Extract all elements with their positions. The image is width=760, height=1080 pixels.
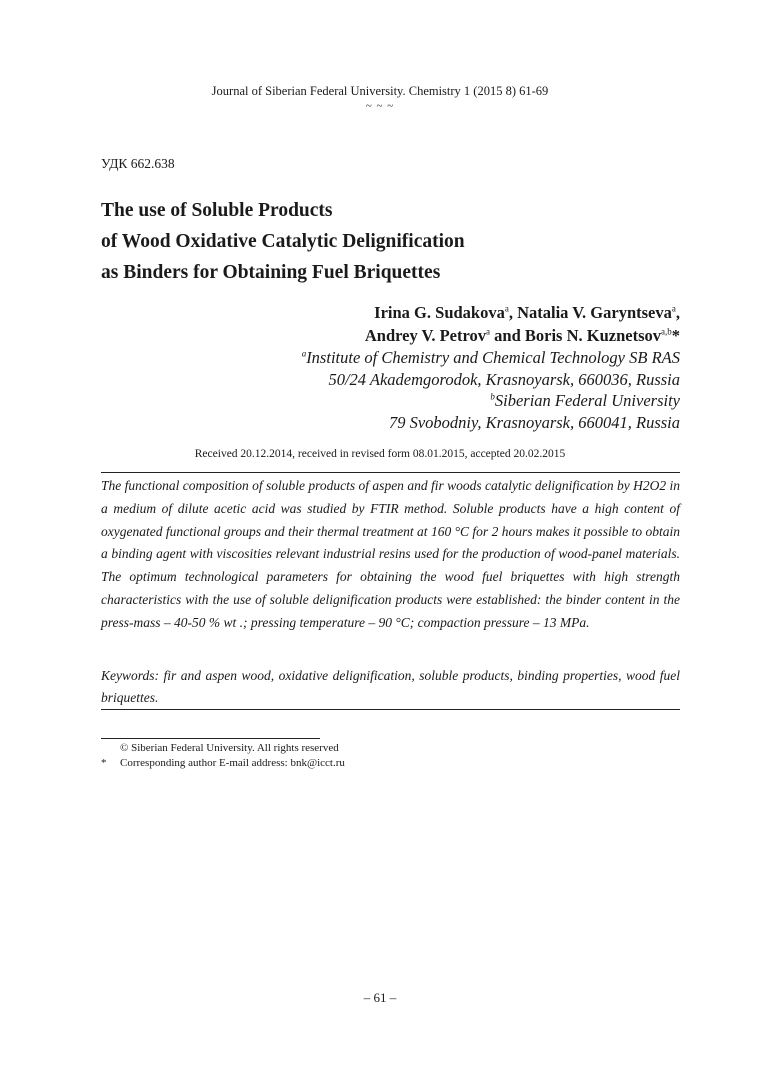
author-separator: , xyxy=(508,303,518,322)
abstract-text: The functional composition of soluble products of aspen and fir woods catalytic delignification by H2O2 in a medium of dilute acetic acid was studied by FTIR method. Soluble products have a high content of oxygenated functional groups and their thermal treatment at 160 °C for 2 hours makes it possible to obtain a binding agent with viscosities relevant industrial resins used for the production of wood-panel materials. The optimum technological parameters for obtaining the wood fuel briquettes with high strength characteristics with the use of soluble delignification products were established: the binder content in the press-mass – 40-50 % wt .; pressing temperature – 90 °C; compaction pressure – 13 MPa. xyxy=(101,478,680,630)
author-line xyxy=(120,324,680,347)
author-superscript: a xyxy=(671,303,676,314)
affiliation-line: $^a$Institute of Chemistry and Chemical Technology SB RAS xyxy=(301,348,680,367)
header-ornament: ~ ~ ~ xyxy=(365,100,395,112)
title-line: as Binders for Obtaining Fuel Briquettes xyxy=(101,262,441,283)
affiliation-line: 79 Svobodniy, Krasnoyarsk, 660041, Russia xyxy=(388,412,680,432)
affiliation-line: $^b$Siberian Federal University xyxy=(490,391,680,410)
abstract xyxy=(101,475,680,635)
author-superscript: a xyxy=(504,303,509,314)
page-number: – 61 – xyxy=(363,990,397,1005)
affiliations xyxy=(120,347,680,433)
affiliation-superscript: b xyxy=(490,391,495,402)
footnote-copyright: © Siberian Federal University. All rights reserved xyxy=(120,742,339,754)
keywords: Keywords: fir and aspen wood, oxidative delignification, soluble products, binding properties, wood fuel briquettes. xyxy=(101,668,680,705)
author-name: Andrey V. Petrov xyxy=(364,326,487,345)
received-dates: Received 20.12.2014, received in revised form 08.01.2015, accepted 20.02.2015 xyxy=(194,448,566,460)
footnote-corresponding: * Corresponding author E-mail address: bnk@icct.ru xyxy=(101,756,345,769)
paper-title xyxy=(101,195,661,288)
abstract-bottom-rule xyxy=(101,709,680,710)
author-list xyxy=(120,301,680,347)
author-separator: , xyxy=(675,303,680,322)
affiliation-superscript: a xyxy=(301,348,307,359)
title-line: of Wood Oxidative Catalytic Delignification xyxy=(101,231,465,252)
udk-code: УДК 662.638 xyxy=(101,156,175,171)
title-line: The use of Soluble Products xyxy=(101,200,333,221)
affiliation-line: 50/24 Akademgorodok, Krasnoyarsk, 660036, Russia xyxy=(328,369,680,389)
author-name: Natalia V. Garyntseva xyxy=(517,303,672,322)
author-line xyxy=(120,301,680,324)
author-name: Irina G. Sudakova xyxy=(374,303,505,322)
author-superscript: a xyxy=(486,326,491,337)
abstract-top-rule xyxy=(101,472,680,473)
corresponding-author-mark: * xyxy=(671,326,680,345)
author-name: Boris N. Kuznetsov xyxy=(524,326,661,345)
journal-header: Journal of Siberian Federal University. Chemistry 1 (2015 8) 61-69 xyxy=(211,84,549,98)
footnote-divider xyxy=(101,738,320,739)
author-superscript: a,b xyxy=(661,326,672,337)
footnotes xyxy=(101,741,601,770)
author-separator: and xyxy=(490,326,525,345)
